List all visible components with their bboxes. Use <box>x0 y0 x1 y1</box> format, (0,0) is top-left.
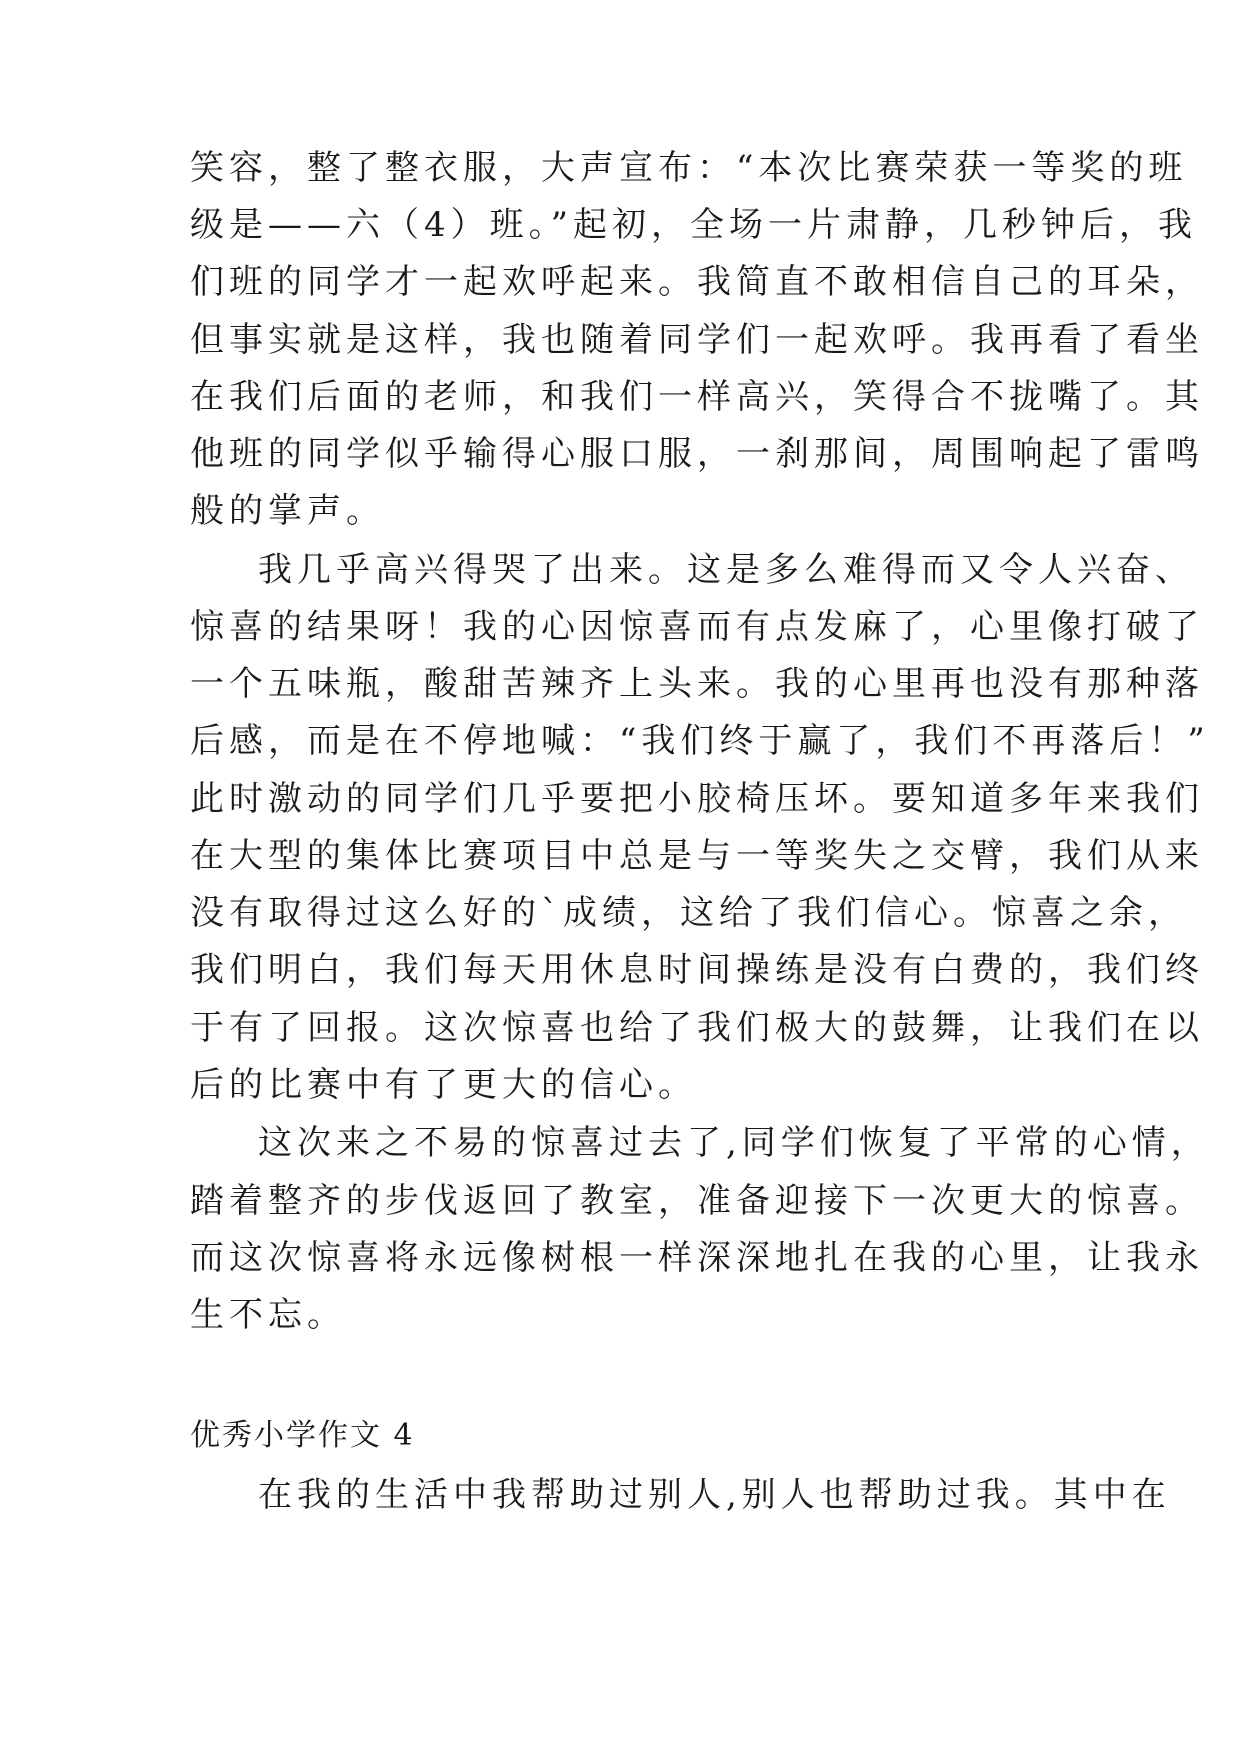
text-line: 没有取得过这么好的`成绩，这给了我们信心。惊喜之余， <box>190 893 1187 933</box>
text-line: 一个五味瓶，酸甜苦辣齐上头来。我的心里再也没有那种落 <box>190 664 1204 704</box>
text-line: 后感，而是在不停地喊：“我们终于赢了，我们不再落后！” <box>190 721 1210 761</box>
text-line: 这次来之不易的惊喜过去了,同学们恢复了平常的心情， <box>258 1123 1210 1163</box>
text-line: 生不忘。 <box>190 1295 346 1335</box>
text-line: 我几乎高兴得哭了出来。这是多么难得而又令人兴奋、 <box>258 550 1194 590</box>
text-line: 于有了回报。这次惊喜也给了我们极大的鼓舞，让我们在以 <box>190 1008 1204 1048</box>
text-line: 笑容，整了整衣服，大声宣布：“本次比赛荣获一等奖的班 <box>190 148 1188 188</box>
text-line: 般的掌声。 <box>190 491 385 531</box>
text-line: 踏着整齐的步伐返回了教室，准备迎接下一次更大的惊喜。 <box>190 1181 1204 1221</box>
text-line: 们班的同学才一起欢呼起来。我简直不敢相信自己的耳朵， <box>190 262 1204 302</box>
text-line: 在我的生活中我帮助过别人,别人也帮助过我。其中在 <box>258 1475 1171 1515</box>
text-line: 后的比赛中有了更大的信心。 <box>190 1065 697 1105</box>
text-line: 级是——六（4）班。”起初，全场一片肃静，几秒钟后，我 <box>190 205 1198 245</box>
text-line: 而这次惊喜将永远像树根一样深深地扎在我的心里，让我永 <box>190 1238 1204 1278</box>
text-line: 在我们后面的老师，和我们一样高兴，笑得合不拢嘴了。其 <box>190 377 1204 417</box>
text-line: 惊喜的结果呀！我的心因惊喜而有点发麻了，心里像打破了 <box>190 607 1204 647</box>
text-line: 在大型的集体比赛项目中总是与一等奖失之交臂，我们从来 <box>190 836 1204 876</box>
text-line: 他班的同学似乎输得心服口服，一刹那间，周围响起了雷鸣 <box>190 434 1204 474</box>
section-heading: 优秀小学作文 4 <box>190 1418 415 1453</box>
text-line: 此时激动的同学们几乎要把小胶椅压坏。要知道多年来我们 <box>190 779 1204 819</box>
text-line: 但事实就是这样，我也随着同学们一起欢呼。我再看了看坐 <box>190 320 1204 360</box>
text-line: 我们明白，我们每天用休息时间操练是没有白费的，我们终 <box>190 950 1204 990</box>
